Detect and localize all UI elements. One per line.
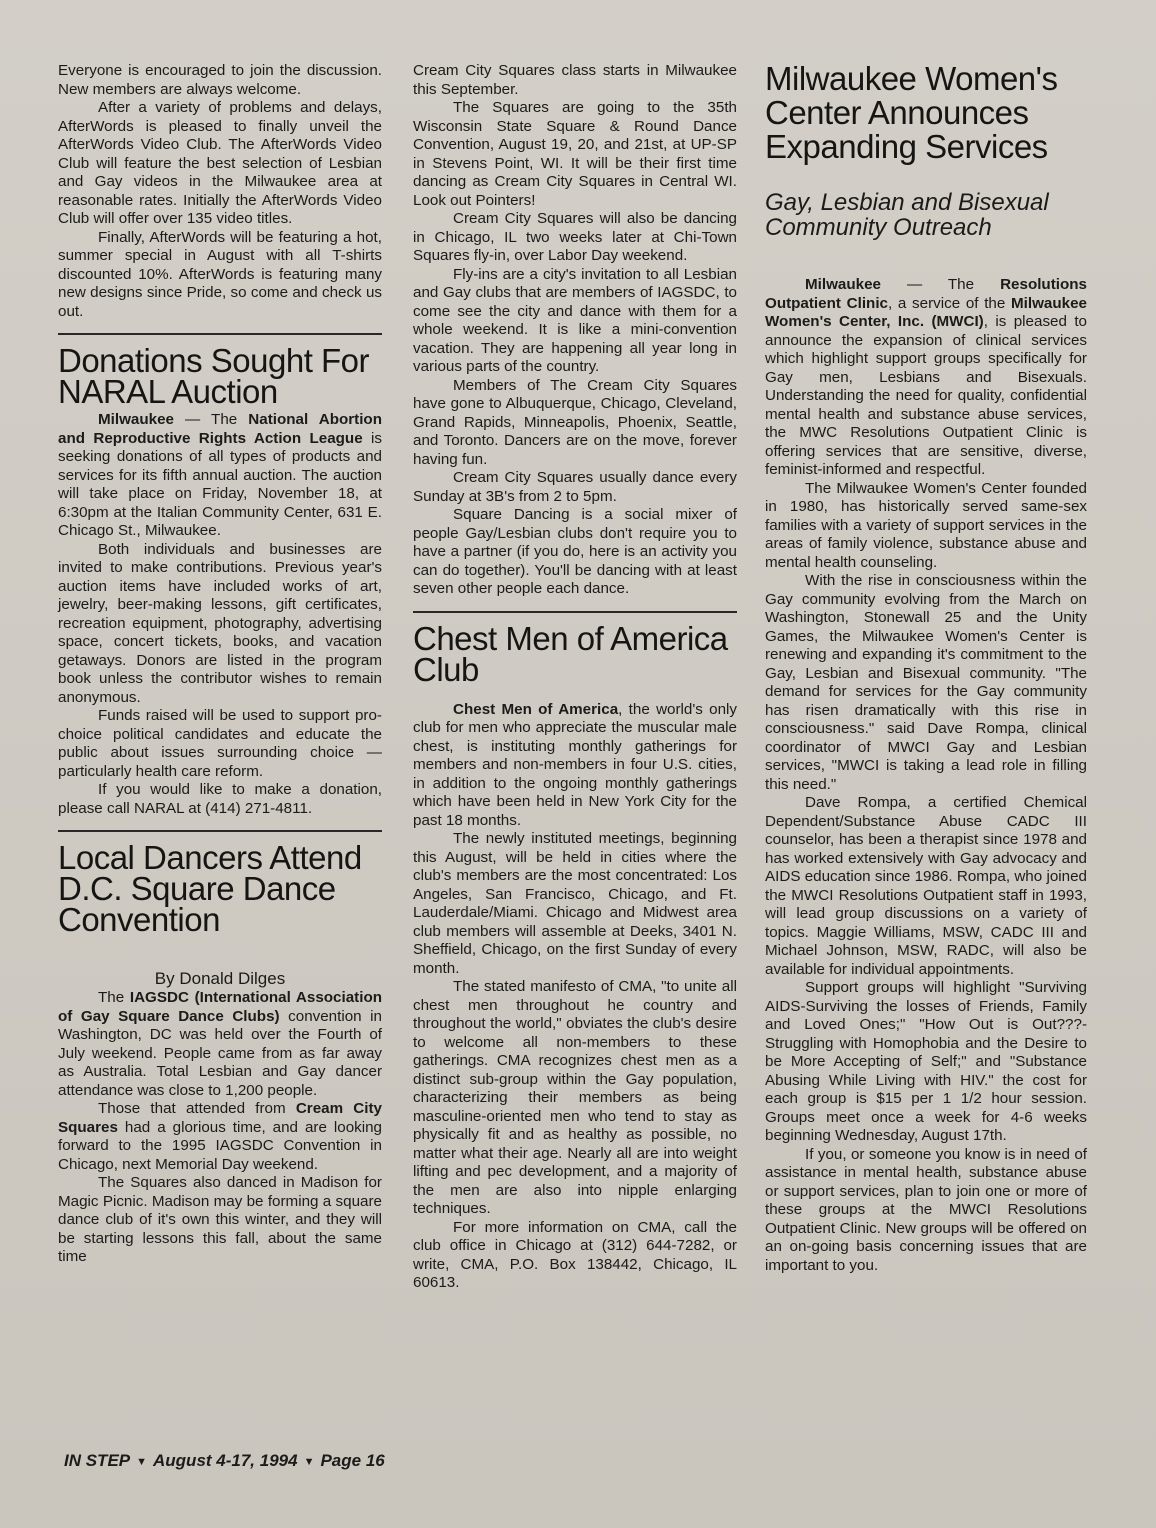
section-divider <box>58 830 382 832</box>
separator-icon: ▼ <box>136 1455 148 1468</box>
page-number: Page 16 <box>320 1451 385 1470</box>
byline: By Donald Dilges <box>154 969 286 988</box>
publication-name: IN STEP <box>64 1451 131 1470</box>
womens-center-paragraph-5: Support groups will highlight "Surviving AIDS-Surviving the losses of Friends, Family and Loved Ones;" "How Out is Out???- Struggling with Homophobia and the Desire to be More Accepting of Self;" and "Substance Abusing While Living with HIV." the cost for each group is $15 per 1 1/2 hour session. Groups meet once a week for 4-6 weeks beginning Wednesday, August 17th. <box>765 979 1087 1144</box>
chest-men-paragraph-3: The stated manifesto of CMA, "to unite all chest men throughout he country and throughout the world," obviates the club's desire to welcome all non-members to these gatherings. CMA recognizes chest men as a distinct sub-group within the Gay population, characterizing their members as being masculine-oriented men who tend to stay as physically fit and as healthy as possible, no matter what their age. Nearly all are into weight lifting and pec development, and a majority of the men are also into nipple enlarging techniques. <box>413 978 737 1217</box>
womens-center-paragraph-1: Milwaukee — The Resolutions Outpatient Clinic, a service of the Milwaukee Women's Center, Inc. (MWCI), is pleased to announce the expansion of clinical services which highlight support groups specifically for Gay men, Lesbians and Bisexuals. Understanding the need for quality, confidential mental health and substance abuse services, the MWC Resolutions Outpatient Clinic is offering services that are sensitive, diverse, feminist-informed and respectful. <box>765 276 1087 478</box>
org-name: IAGSDC (International Association of Gay Square Dance Clubs) <box>58 989 383 1025</box>
chest-men-paragraph-2: The newly instituted meetings, beginning this August, will be held in cities where the club's members are the most concentrated: Los Angeles, San Francisco, Chicago, and Ft. Lauderdale/Miami. Chicago and Midwest area club members will assemble at Deeks, 3401 N. Sheffield, Chicago, on the first Sunday of every month. <box>413 830 737 977</box>
dancers-continued-4: Fly-ins are a city's invitation to all Lesbian and Gay clubs that are members of IAGSDC, to come see the city and dance with them for a whole weekend. It is like a mini-convention vacation. They are happening all year long in various parts of the country. <box>413 265 737 375</box>
chest-men-paragraph-1: Chest Men of America, the world's only club for men who appreciate the muscular male chest, is instituting monthly gatherings for members and non-members in four U.S. cities, in addition to the ongoing monthly gatherings which have been held in New York City for the past 18 months. <box>413 700 737 829</box>
womens-center-paragraph-6: If you, or someone you know is in need of assistance in mental health, substance abuse or support services, plan to join one or more of these groups at the MWCI Resolutions Outpatient Clinic. New groups will be offered on an on-going basis concerning issues that are important to you. <box>765 1145 1087 1274</box>
naral-paragraph-3: Funds raised will be used to support pro-choice political candidates and educate the public about issues surrounding choice — particularly health care reform. <box>58 707 382 780</box>
section-divider <box>413 611 737 613</box>
dancers-continued-7: Square Dancing is a social mixer of people Gay/Lesbian clubs don't require you to have a partner (if you do, here is an activity you can do together). You'll be dancing with at least seven other people each dance. <box>413 506 737 597</box>
column-2 <box>413 62 737 1293</box>
org-name: National Abortion and Reproductive Rights Action League <box>58 411 382 447</box>
dancers-continued-2: The Squares are going to the 35th Wisconsin State Square & Round Dance Convention, August 19, 20, and 21st, at UP-SP in Stevens Point, WI. It will be their first time dancing as Cream City Squares in Central WI. Look out Pointers! <box>413 99 737 209</box>
naral-paragraph-2: Both individuals and businesses are invited to make contributions. Previous year's auction items have included works of art, jewelry, beer-making lessons, gift certificates, recreation equipment, photography, advertising space, concert tickets, books, and vacation getaways. Donors are listed in the program book unless the contributor wishes to remain anonymous. <box>58 540 382 706</box>
org-name: Chest Men of America <box>453 700 619 718</box>
separator-icon: ▼ <box>303 1455 315 1468</box>
dancers-paragraph-3: The Squares also danced in Madison for Magic Picnic. Madison may be forming a square dance club of it's own this winter, and they will be starting lessons this fall, about the same time <box>58 1174 382 1265</box>
dateline: Milwaukee <box>805 276 881 293</box>
chest-men-paragraph-4: For more information on CMA, call the club office in Chicago at (312) 644-7282, or write, CMA, P.O. Box 138442, Chicago, IL 60613. <box>413 1218 737 1291</box>
dateline: Milwaukee <box>98 411 174 428</box>
womens-center-paragraph-2: The Milwaukee Women's Center founded in 1980, has historically served same-sex families with a variety of support services in the areas of family violence, substance abuse and mental health counseling. <box>765 479 1087 571</box>
dancers-continued-1: Cream City Squares class starts in Milwaukee this September. <box>413 62 737 98</box>
womens-center-paragraph-3: With the rise in consciousness within the Gay community evolving from the March on Washington, Stonewall 25 and the Unity Games, the Milwaukee Women's Center is renewing and expanding it's commitment to the Gay, Lesbian and Bisexual community. "The demand for services for the Gay community has risen dramatically with this rise in consciousness." said Dave Rompa, clinical coordinator of MWCI Gay and Lesbian services, "MWCI is taking a lead role in filling this need." <box>765 572 1087 793</box>
org-name: Resolutions Outpatient Clinic <box>765 276 1087 312</box>
org-name: Cream City Squares <box>58 1100 382 1136</box>
afterwords-paragraph-1: Everyone is encouraged to join the discussion. New members are always welcome. <box>58 62 382 98</box>
dancers-continued-3: Cream City Squares will also be dancing in Chicago, IL two weeks later at Chi-Town Squares fly-in, over Labor Day weekend. <box>413 210 737 264</box>
dancers-continued-5: Members of The Cream City Squares have gone to Albuquerque, Chicago, Cleveland, Grand Rapids, Minneapolis, Phoenix, Seattle, and Toronto. Dancers are on the move, forever having fun. <box>413 376 737 468</box>
org-name: Milwaukee Women's Center, Inc. (MWCI) <box>765 294 1087 330</box>
naral-headline: Donations Sought For NARAL Auction <box>58 342 370 410</box>
womens-center-paragraph-4: Dave Rompa, a certified Chemical Dependent/Substance Abuse CADC III counselor, has been a therapist since 1978 and has worked extensively with Gay advocacy and AIDS education since 1986. Rompa, who joined the MWCI Resolutions Outpatient staff in 1993, will lead group discussions on a variety of topics. Maggie Williams, MSW, CADC III and Michael Johnson, MSW, RADC, will also be available for individual appointments. <box>765 794 1087 978</box>
dancers-continued-6: Cream City Squares usually dance every Sunday at 3B's from 2 to 5pm. <box>413 469 737 505</box>
afterwords-paragraph-3: Finally, AfterWords will be featuring a hot, summer special in August with all T-shirts discounted 10%. AfterWords is featuring many new designs since Pride, so come and check us out. <box>58 228 382 320</box>
chest-men-headline: Chest Men of America Club <box>413 619 728 688</box>
naral-paragraph-4: If you would like to make a donation, please call NARAL at (414) 271-4811. <box>58 781 382 817</box>
column-3 <box>765 62 1087 1275</box>
dancers-headline: Local Dancers Attend D.C. Square Dance Convention <box>58 839 362 938</box>
afterwords-paragraph-2: After a variety of problems and delays, AfterWords is pleased to finally unveil the AfterWords Video Club. The AfterWords Video Club will feature the best selection of Lesbian and Gay videos in the Milwaukee area at reasonable rates. Initially the AfterWords Video Club will offer over 135 video titles. <box>58 99 382 227</box>
womens-center-subhead: Gay, Lesbian and Bisexual Community Outreach <box>765 189 1049 241</box>
dancers-paragraph-2: Those that attended from Cream City Squares had a glorious time, and are looking forward to the 1995 IAGSDC Convention in Chicago, next Memorial Day weekend. <box>58 1100 382 1173</box>
section-divider <box>58 333 382 335</box>
dancers-paragraph-1: The IAGSDC (International Association of Gay Square Dance Clubs) convention in Washington, DC was held over the Fourth of July weekend. People came from as far away as Australia. Total Lesbian and Gay dancer attendance was close to 1,200 people. <box>58 989 383 1099</box>
womens-center-headline: Milwaukee Women's Center Announces Expanding Services <box>765 60 1058 165</box>
issue-date: August 4-17, 1994 <box>153 1451 298 1470</box>
naral-paragraph-1: Milwaukee — The National Abortion and Reproductive Rights Action League is seeking donations of all types of products and services for its fifth annual auction. The auction will take place on Friday, November 18, at 6:30pm at the Italian Community Center, 631 E. Chicago St., Milwaukee. <box>58 411 382 539</box>
page-footer <box>64 1451 385 1471</box>
column-1 <box>58 62 382 1267</box>
